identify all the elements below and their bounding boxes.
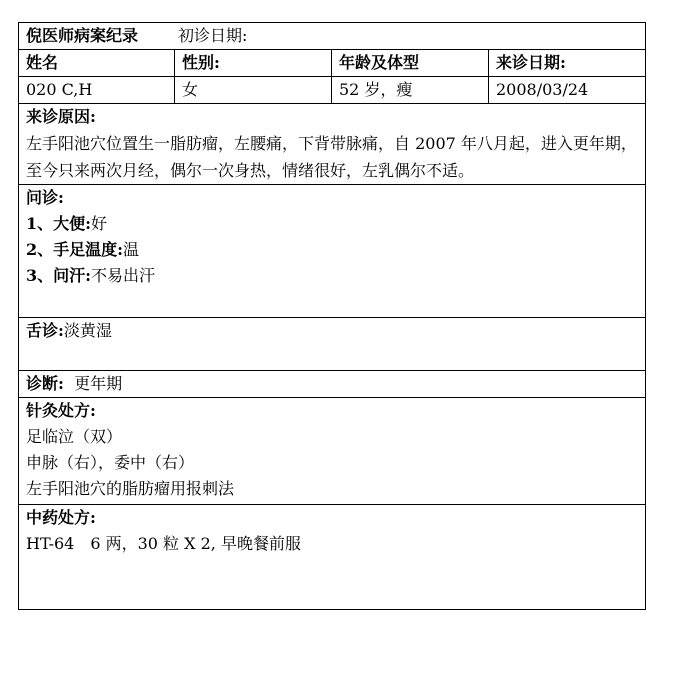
herbal-section <box>19 505 646 610</box>
inquiry-label: 问诊: <box>26 188 64 207</box>
inquiry-key: 1、大便: <box>26 214 92 233</box>
header-name: 姓名 <box>19 50 175 77</box>
inquiry-item <box>26 211 638 237</box>
record-table <box>18 22 646 610</box>
header-age-body: 年龄及体型 <box>332 50 489 77</box>
inquiry-key: 2、手足温度: <box>26 240 124 259</box>
herbal-label: 中药处方: <box>26 508 96 527</box>
reason-cell <box>19 104 646 185</box>
header-gender: 性别: <box>175 50 332 77</box>
title-row <box>19 23 646 50</box>
acupuncture-cell <box>19 398 646 505</box>
value-age-body: 52 岁，瘦 <box>332 77 489 104</box>
inquiry-item <box>26 263 638 289</box>
herbal-cell <box>19 505 646 610</box>
tongue-cell <box>19 318 646 371</box>
inquiry-value: 温 <box>123 240 140 259</box>
inquiry-value: 不易出汗 <box>91 266 156 285</box>
tongue-section <box>19 318 646 371</box>
diagnosis-section <box>19 371 646 398</box>
inquiry-item <box>26 237 638 263</box>
medical-record-sheet <box>18 22 646 610</box>
header-row <box>19 50 646 77</box>
value-visit-date: 2008/03/24 <box>489 77 646 104</box>
reason-text: 左手阳池穴位置生一脂肪瘤，左腰痛，下背带脉痛，自 2007 年八月起，进入更年期，至今只来两次月经，偶尔一次身热，情绪很好，左乳偶尔不适。 <box>26 134 637 180</box>
value-name: 020 C,H <box>19 77 175 104</box>
tongue-label: 舌诊: <box>26 321 64 340</box>
values-row <box>19 77 646 104</box>
acupuncture-line: 足临泣（双） <box>26 427 123 446</box>
acupuncture-label: 针灸处方: <box>26 401 96 420</box>
acupuncture-line: 申脉（右），委中（右） <box>26 453 195 472</box>
header-visit-date: 来诊日期: <box>489 50 646 77</box>
reason-section <box>19 104 646 185</box>
diagnosis-cell <box>19 371 646 398</box>
acupuncture-section <box>19 398 646 505</box>
diagnosis-label: 诊断: <box>26 374 64 393</box>
tongue-value: 淡黄湿 <box>63 321 112 340</box>
value-gender: 女 <box>175 77 332 104</box>
reason-label: 来诊原因: <box>26 107 96 126</box>
acupuncture-line: 左手阳池穴的脂肪瘤用报刺法 <box>26 479 235 498</box>
inquiry-value: 好 <box>91 214 108 233</box>
first-visit-label: 初诊日期: <box>178 26 248 45</box>
inquiry-section <box>19 185 646 318</box>
herbal-line: HT-64 6 两，30 粒 X 2, 早晚餐前服 <box>26 534 301 553</box>
diagnosis-value: 更年期 <box>74 374 123 393</box>
record-title: 倪医师病案纪录 <box>26 26 139 45</box>
inquiry-key: 3、问汗: <box>26 266 92 285</box>
inquiry-cell <box>19 185 646 318</box>
title-cell <box>19 23 646 50</box>
